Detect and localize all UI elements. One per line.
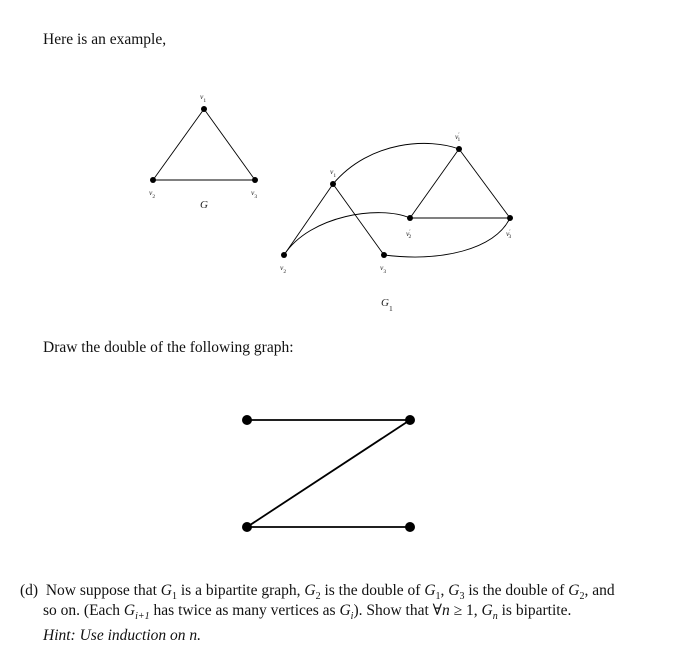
- vertex-g-v3: [252, 177, 258, 183]
- vertex-g-v2: [150, 177, 156, 183]
- math-g1: G: [424, 582, 436, 599]
- text-segment: has twice as many vertices as: [149, 602, 340, 619]
- label-g-v1: $v_1$: [200, 92, 207, 104]
- math-gi1: G: [123, 602, 136, 619]
- text-segment: is the double of: [320, 582, 425, 599]
- edge-g1-v1p-v3p: [459, 149, 510, 218]
- math-gn: G: [481, 602, 493, 619]
- label-g1-v1p: v′ 1: [455, 132, 461, 143]
- edge-g1-v1-v3: [333, 184, 384, 255]
- part-d-label: (d): [20, 582, 39, 599]
- vertex-g-v1: [201, 106, 207, 112]
- vertex-ex-bottom-right: [405, 522, 415, 532]
- text-segment: is a bipartite graph,: [176, 582, 305, 599]
- edge-g-v1-v3: [204, 109, 255, 180]
- graph-g: [153, 109, 255, 180]
- math-n: n: [442, 602, 450, 619]
- text-segment: so on. (Each: [43, 602, 124, 619]
- part-d-line-2: [43, 601, 571, 627]
- edge-g-v1-v2: [153, 109, 204, 180]
- text-segment: ). Show that: [353, 602, 433, 619]
- label-g1-v2: $v_2$: [280, 263, 287, 275]
- edge-g1-v2-v2p: [284, 213, 410, 255]
- math-gi: G: [339, 602, 351, 619]
- math-forall: ∀: [432, 602, 443, 619]
- graph-g1: [284, 143, 510, 257]
- hint-text: Hint: Use induction on n.: [43, 627, 201, 644]
- math-g3: G: [448, 582, 460, 599]
- math-sub: 1: [171, 591, 177, 603]
- math-sub: i: [350, 611, 354, 623]
- label-g-v3: $v_3$: [251, 188, 258, 200]
- math-sub: 2: [315, 591, 321, 603]
- label-g1-v3p: v′ 3: [506, 229, 512, 240]
- math-sub: 3: [459, 591, 465, 603]
- intro-text: Here is an example,: [43, 31, 167, 48]
- math-g2: G: [568, 582, 580, 599]
- text-segment: ,: [440, 582, 449, 599]
- vertex-ex-bottom-left: [242, 522, 252, 532]
- label-g1-v2p: v′ 2: [406, 229, 412, 240]
- math-sub: 1: [435, 591, 441, 603]
- vertex-g1-v3p: [507, 215, 513, 221]
- math-sub: 2: [579, 591, 585, 603]
- graph-exercise: [247, 420, 410, 527]
- edge-g1-v1p-v2p: [410, 149, 459, 218]
- math-sub: n: [492, 611, 498, 623]
- vertex-g1-v1: [330, 181, 336, 187]
- edge-g1-v3-v3p: [384, 218, 510, 257]
- math-sub: i+1: [135, 611, 150, 623]
- label-g-v2: $v_2$: [149, 188, 156, 200]
- edge-g1-v1-v2: [284, 184, 333, 255]
- vertex-g1-v2: [281, 252, 287, 258]
- text-segment: , and: [584, 582, 615, 599]
- math-g2: G: [304, 582, 316, 599]
- vertex-g1-v1p: [456, 146, 462, 152]
- vertex-ex-top-right: [405, 415, 415, 425]
- edge-g1-v1-v1p: [333, 143, 459, 184]
- edge-ex-diagonal: [247, 420, 410, 527]
- text-segment: is bipartite.: [497, 602, 572, 619]
- label-g: G: [200, 199, 208, 211]
- text-segment: ≥ 1,: [449, 602, 482, 619]
- vertex-ex-top-left: [242, 415, 252, 425]
- label-g1-v3: $v_3$: [380, 263, 387, 275]
- text-segment: is the double of: [464, 582, 569, 599]
- text-segment: Now suppose that: [45, 582, 161, 599]
- label-g1-v1: $v_1$: [330, 167, 337, 179]
- label-g1: $G_1$: [381, 297, 393, 313]
- math-g1: G: [160, 582, 172, 599]
- draw-prompt: Draw the double of the following graph:: [43, 339, 294, 356]
- vertex-g1-v3: [381, 252, 387, 258]
- vertex-g1-v2p: [407, 215, 413, 221]
